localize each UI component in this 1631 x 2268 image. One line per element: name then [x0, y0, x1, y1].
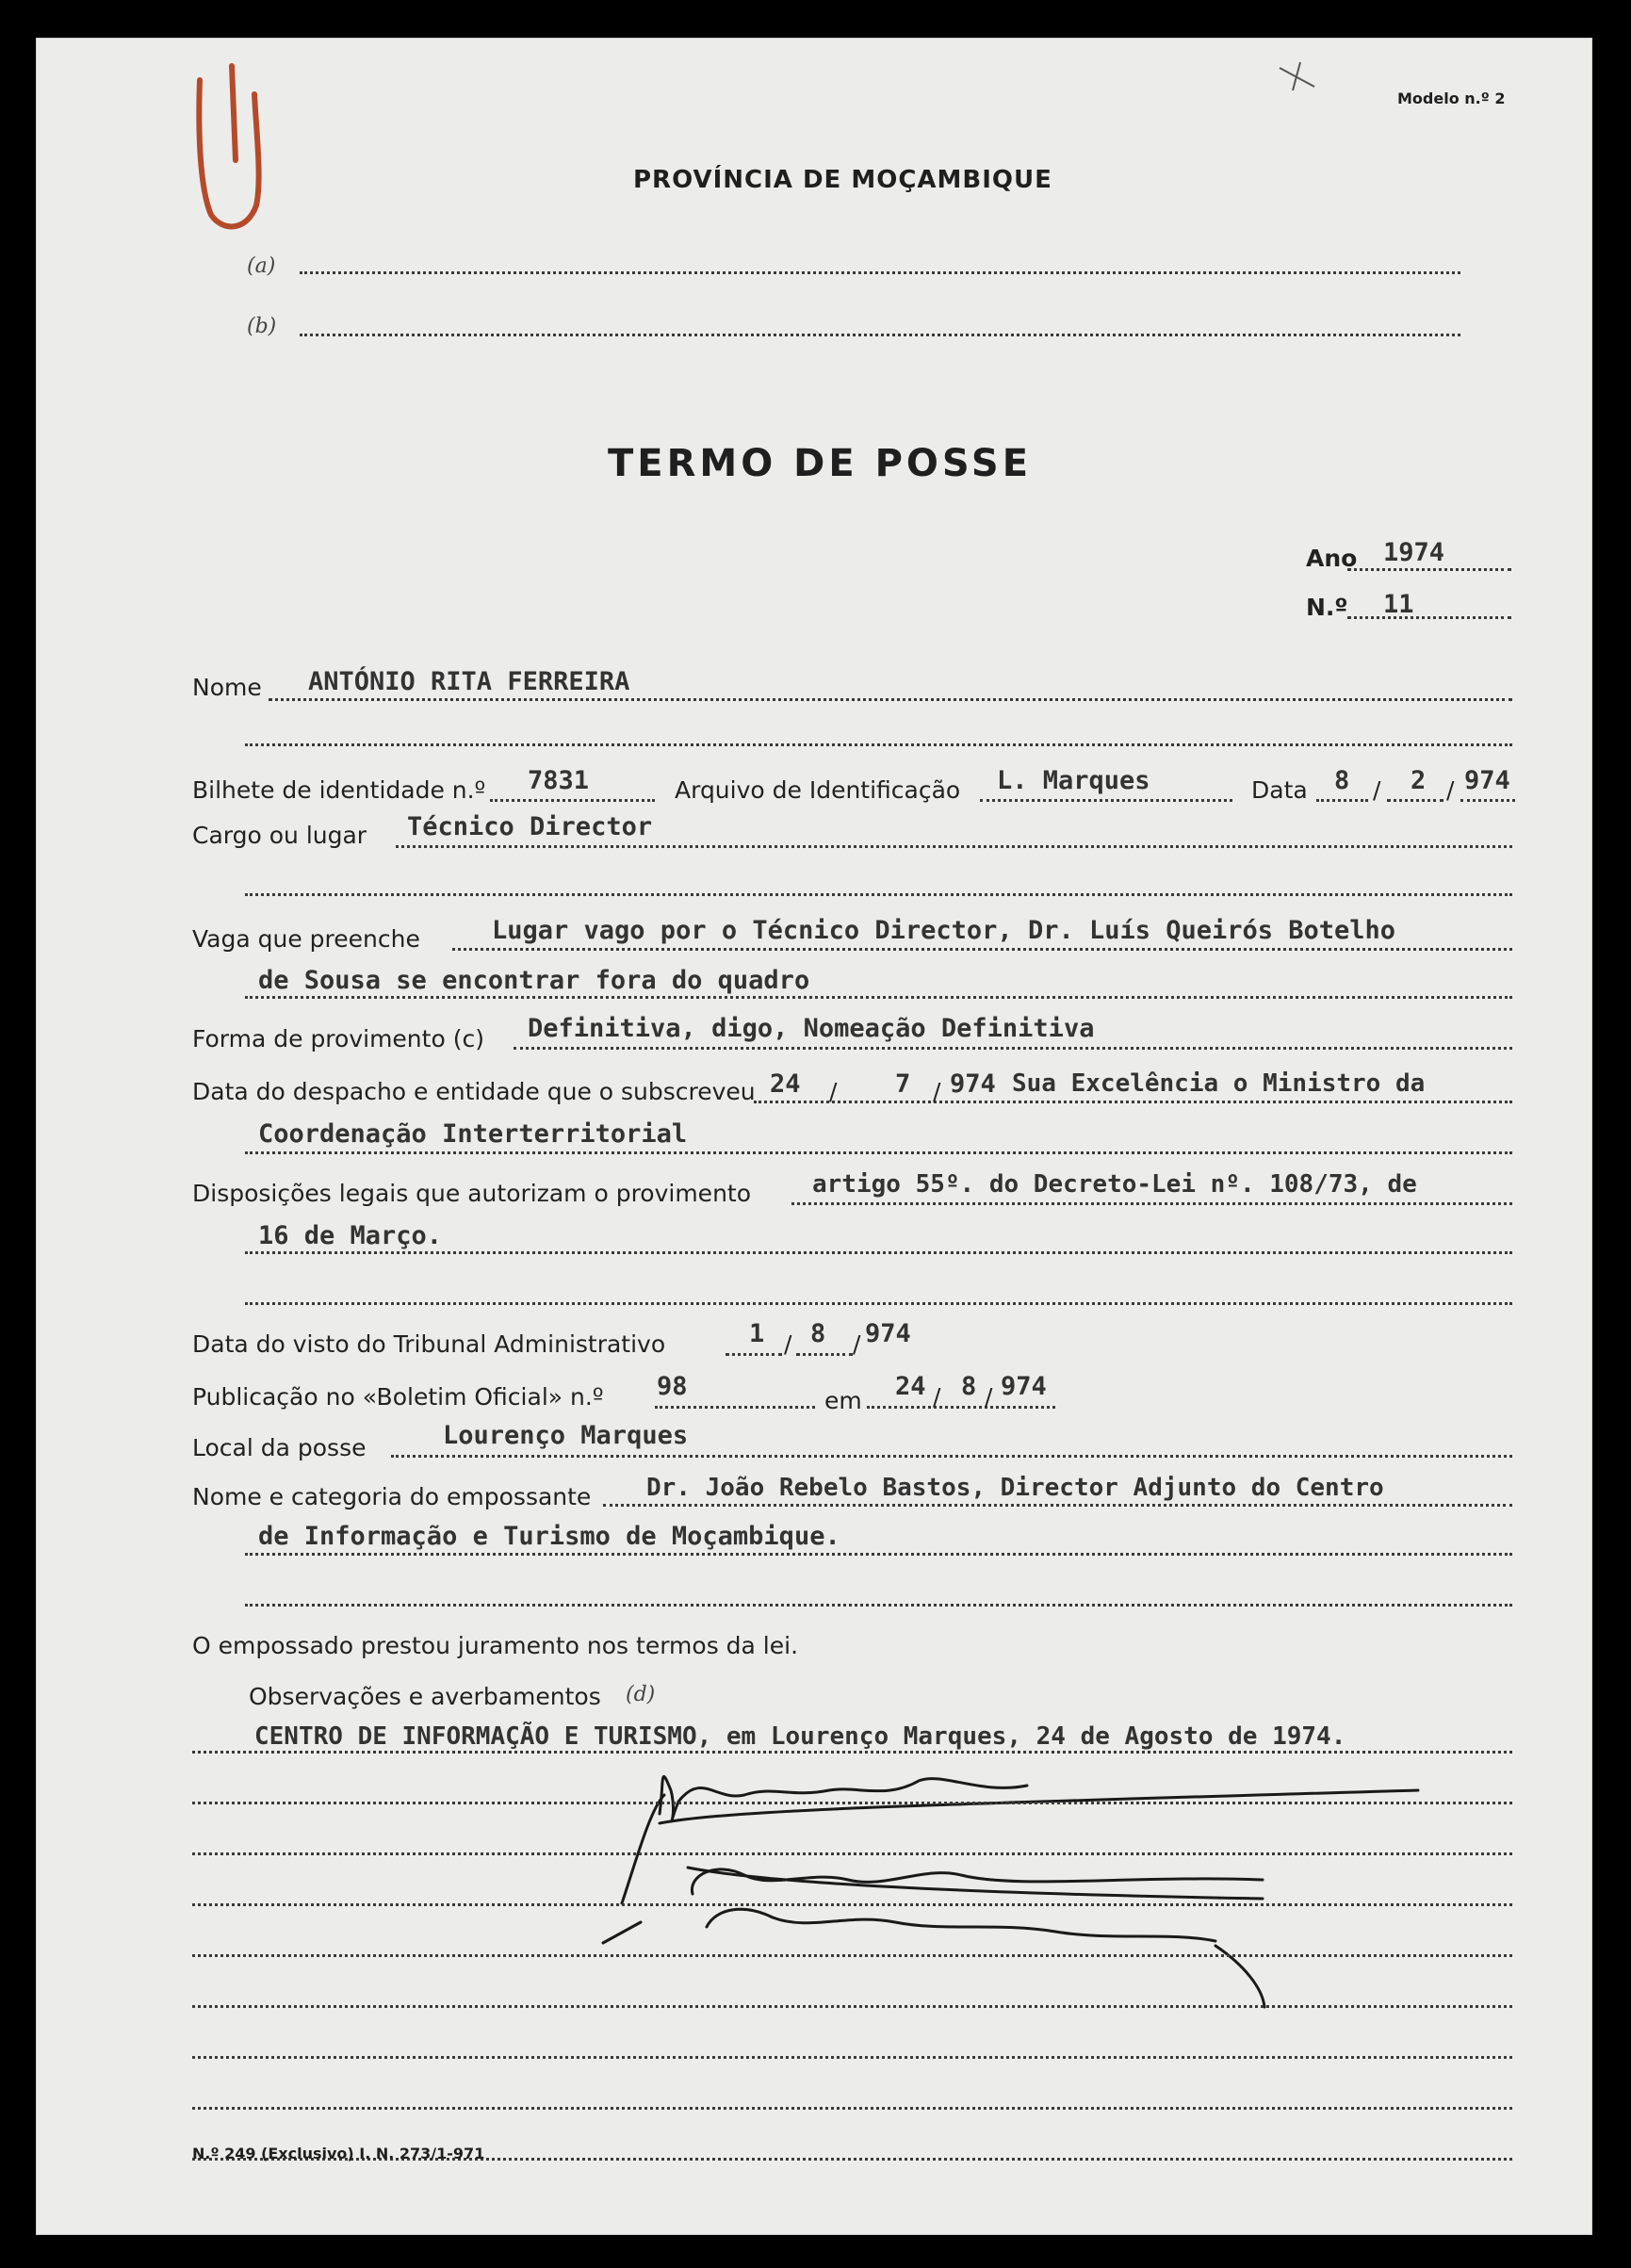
despacho-line-2: [245, 1151, 1512, 1154]
observacoes-marker: (d): [626, 1683, 656, 1706]
despacho-entity: Sua Excelência o Ministro da: [1012, 1069, 1426, 1098]
vaga-label: Vaga que preenche: [192, 925, 420, 953]
line-b: [300, 334, 1460, 336]
publicacao-label: Publicação no «Boletim Oficial» n.º: [192, 1383, 604, 1411]
empossante-label: Nome e categoria do empossante: [192, 1483, 592, 1510]
empossante-value-line1: Dr. João Rebelo Bastos, Director Adjunto do Centro: [646, 1474, 1384, 1502]
model-number: Modelo n.º 2: [1397, 90, 1506, 107]
empossante-line-1: [603, 1504, 1512, 1507]
visto-month-line: [796, 1353, 853, 1356]
year-line: [1347, 568, 1511, 571]
observacoes-line-3: [192, 1852, 1512, 1855]
disposicoes-line-2: [245, 1251, 1512, 1254]
despacho-year: 974: [950, 1069, 996, 1099]
cargo-line-2: [245, 893, 1512, 896]
nome-line: [269, 698, 1512, 701]
nome-label: Nome: [192, 674, 262, 701]
arquivo-label: Arquivo de Identificação: [675, 776, 961, 804]
disposicoes-line-1: [791, 1202, 1512, 1205]
data-month: 2: [1411, 766, 1427, 795]
visto-year: 974: [865, 1319, 911, 1348]
observacoes-line-5: [192, 1954, 1512, 1957]
em-label: em: [824, 1387, 862, 1414]
observacoes-line-2: [192, 1802, 1512, 1804]
nome-line-2: [245, 743, 1512, 746]
cargo-line: [396, 845, 1512, 848]
despacho-line-1: [754, 1101, 1512, 1103]
arquivo-value: L. Marques: [997, 766, 1150, 795]
publicacao-day: 24: [895, 1372, 926, 1401]
publicacao-number-line: [655, 1406, 815, 1409]
local-value: Lourenço Marques: [443, 1421, 689, 1450]
observacoes-label: Observações e averbamentos: [249, 1683, 601, 1710]
number-label: N.º: [1306, 594, 1348, 621]
arquivo-line: [980, 799, 1232, 802]
red-pencil-mark: [199, 66, 258, 226]
bilhete-line: [490, 799, 655, 802]
bilhete-label: Bilhete de identidade n.º: [192, 776, 486, 804]
empossante-line-3: [245, 1604, 1512, 1607]
juramento-text: O empossado prestou juramento nos termos da lei.: [192, 1632, 799, 1659]
visto-day: 1: [749, 1319, 765, 1348]
local-line: [391, 1455, 1512, 1458]
forma-line: [514, 1047, 1512, 1050]
visto-label: Data do visto do Tribunal Administrativo: [192, 1330, 666, 1358]
province-heading: PROVÍNCIA DE MOÇAMBIQUE: [633, 166, 1052, 194]
document-title: TERMO DE POSSE: [608, 442, 1033, 485]
vaga-line-1: [452, 948, 1512, 951]
observacoes-line-4: [192, 1903, 1512, 1906]
empossante-value-line2: de Informação e Turismo de Moçambique.: [258, 1522, 840, 1551]
despacho-value-line2: Coordenação Interterritorial: [258, 1119, 688, 1149]
cargo-value: Técnico Director: [407, 812, 653, 841]
publicacao-year: 974: [1001, 1372, 1047, 1401]
despacho-day: 24: [770, 1069, 801, 1099]
line-a-marker: (a): [247, 254, 276, 278]
despacho-month: 7: [895, 1069, 911, 1099]
disposicoes-label: Disposições legais que autorizam o provimento: [192, 1180, 752, 1207]
vaga-value-line2: de Sousa se encontrar fora do quadro: [258, 966, 810, 995]
data-label: Data: [1251, 776, 1308, 804]
visto-day-line: [726, 1353, 782, 1356]
publicacao-date-line: [867, 1406, 1055, 1409]
despacho-label: Data do despacho e entidade que o subscreveu: [192, 1078, 756, 1105]
empossante-line-2: [245, 1553, 1512, 1556]
observacoes-line-6: [192, 2005, 1512, 2008]
forma-value: Definitiva, digo, Nomeação Definitiva: [528, 1014, 1095, 1043]
forma-label: Forma de provimento (c): [192, 1025, 484, 1052]
observacoes-line-7: [192, 2056, 1512, 2059]
data-year: 974: [1464, 766, 1510, 795]
cargo-label: Cargo ou lugar: [192, 822, 367, 849]
bilhete-value: 7831: [528, 766, 590, 795]
disposicoes-line-3: [245, 1302, 1512, 1305]
handwritten-signatures: [603, 1776, 1418, 2007]
visto-month: 8: [810, 1319, 826, 1348]
line-a: [300, 271, 1460, 274]
data-day-line: [1316, 799, 1368, 802]
number-line: [1347, 616, 1511, 619]
data-day: 8: [1334, 766, 1350, 795]
year-value: 1974: [1383, 538, 1445, 567]
disposicoes-value-line1: artigo 55º. do Decreto-Lei nº. 108/73, de: [812, 1170, 1417, 1199]
number-value: 11: [1383, 590, 1414, 619]
nome-value: ANTÓNIO RITA FERREIRA: [308, 667, 630, 696]
line-b-marker: (b): [247, 315, 277, 338]
data-year-line: [1460, 799, 1515, 802]
observacoes-line-1: [192, 1751, 1512, 1754]
publicacao-number: 98: [657, 1372, 688, 1401]
vaga-line-2: [245, 996, 1512, 999]
data-month-line: [1387, 799, 1443, 802]
local-label: Local da posse: [192, 1434, 367, 1461]
closing-text: CENTRO DE INFORMAÇÃO E TURISMO, em Lourenço Marques, 24 de Agosto de 1974.: [254, 1722, 1346, 1751]
corner-x-mark: [1280, 62, 1314, 90]
observacoes-line-8: [192, 2107, 1512, 2110]
vaga-value-line1: Lugar vago por o Técnico Director, Dr. Luís Queirós Botelho: [492, 916, 1396, 945]
year-label: Ano: [1306, 545, 1358, 572]
publicacao-month: 8: [961, 1372, 977, 1401]
print-code: N.º 249 (Exclusivo) I. N. 273/1-971: [192, 2145, 485, 2162]
disposicoes-value-line2: 16 de Março.: [258, 1221, 443, 1250]
